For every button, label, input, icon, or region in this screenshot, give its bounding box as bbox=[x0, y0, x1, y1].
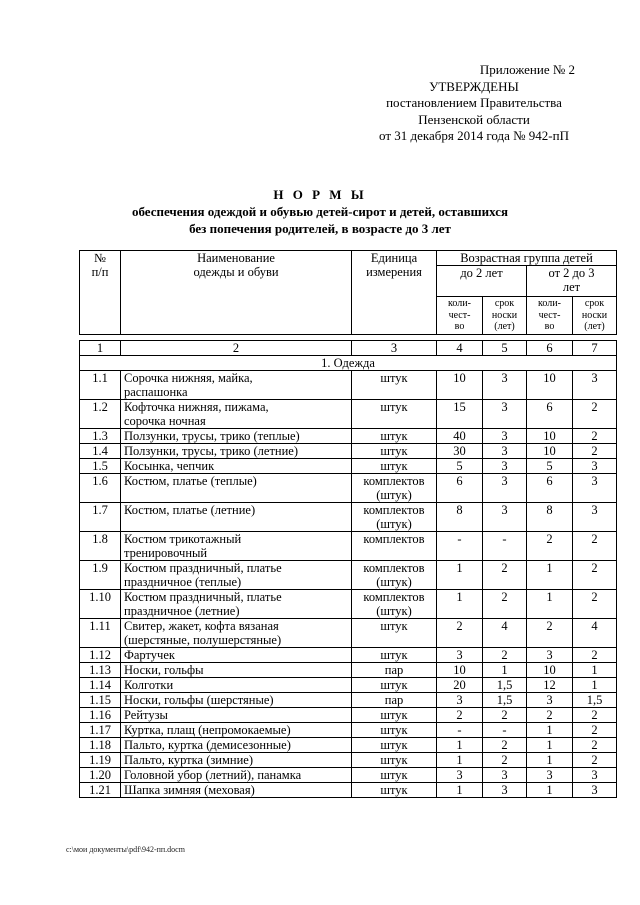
header-cell-qty-2: коли- чест- во bbox=[527, 297, 573, 335]
quantity-2-to-3: 8 bbox=[527, 502, 573, 531]
quantity-under-2: 40 bbox=[437, 428, 483, 443]
quantity-2-to-3: 6 bbox=[527, 399, 573, 428]
norms-table bbox=[79, 250, 617, 798]
quantity-2-to-3: 1 bbox=[527, 782, 573, 797]
quantity-under-2: - bbox=[437, 531, 483, 560]
column-number: 4 bbox=[437, 340, 483, 355]
row-number: 1.10 bbox=[80, 589, 121, 618]
section-row bbox=[80, 355, 617, 370]
item-name: Рейтузы bbox=[121, 707, 352, 722]
header-cell-name: Наименование одежды и обуви bbox=[121, 251, 352, 335]
table-row bbox=[80, 692, 617, 707]
wear-term-under-2: 3 bbox=[483, 458, 527, 473]
table-row bbox=[80, 473, 617, 502]
row-number: 1.5 bbox=[80, 458, 121, 473]
wear-term-under-2: 3 bbox=[483, 399, 527, 428]
quantity-2-to-3: 5 bbox=[527, 458, 573, 473]
wear-term-2-to-3: 1 bbox=[573, 677, 617, 692]
row-number: 1.6 bbox=[80, 473, 121, 502]
quantity-2-to-3: 10 bbox=[527, 370, 573, 399]
row-number: 1.20 bbox=[80, 767, 121, 782]
table-row bbox=[80, 707, 617, 722]
item-name: Шапка зимняя (меховая) bbox=[121, 782, 352, 797]
column-number: 2 bbox=[121, 340, 352, 355]
wear-term-2-to-3: 2 bbox=[573, 647, 617, 662]
document-title bbox=[0, 186, 640, 237]
item-name: Кофточка нижняя, пижама, сорочка ночная bbox=[121, 399, 352, 428]
approved-label: УТВЕРЖДЕНЫ bbox=[429, 78, 519, 94]
item-name: Сорочка нижняя, майка, распашонка bbox=[121, 370, 352, 399]
header-cell-number: № п/п bbox=[80, 251, 121, 335]
wear-term-2-to-3: 2 bbox=[573, 399, 617, 428]
unit-of-measure: комплектов bbox=[352, 531, 437, 560]
quantity-under-2: 10 bbox=[437, 370, 483, 399]
table-row bbox=[80, 767, 617, 782]
quantity-under-2: 6 bbox=[437, 473, 483, 502]
quantity-2-to-3: 1 bbox=[527, 722, 573, 737]
quantity-under-2: 2 bbox=[437, 618, 483, 647]
quantity-under-2: 10 bbox=[437, 662, 483, 677]
table-row bbox=[80, 647, 617, 662]
unit-of-measure: пар bbox=[352, 692, 437, 707]
wear-term-under-2: - bbox=[483, 531, 527, 560]
wear-term-2-to-3: 2 bbox=[573, 428, 617, 443]
row-number: 1.2 bbox=[80, 399, 121, 428]
quantity-under-2: 20 bbox=[437, 677, 483, 692]
item-name: Костюм, платье (теплые) bbox=[121, 473, 352, 502]
quantity-2-to-3: 2 bbox=[527, 707, 573, 722]
wear-term-2-to-3: 2 bbox=[573, 722, 617, 737]
title-line-3: без попечения родителей, в возрасте до 3 лет bbox=[189, 221, 451, 236]
table-row bbox=[80, 589, 617, 618]
table-row bbox=[80, 782, 617, 797]
wear-term-2-to-3: 2 bbox=[573, 560, 617, 589]
approved-by-line: постановлением Правительства bbox=[386, 95, 562, 110]
header-cell-unit: Единица измерения bbox=[352, 251, 437, 335]
table-row bbox=[80, 531, 617, 560]
quantity-under-2: 5 bbox=[437, 458, 483, 473]
wear-term-2-to-3: 2 bbox=[573, 443, 617, 458]
quantity-under-2: 2 bbox=[437, 707, 483, 722]
item-name: Костюм трикотажный тренировочный bbox=[121, 531, 352, 560]
unit-of-measure: штук bbox=[352, 647, 437, 662]
unit-of-measure: штук bbox=[352, 428, 437, 443]
wear-term-2-to-3: 3 bbox=[573, 767, 617, 782]
column-number: 3 bbox=[352, 340, 437, 355]
approval-block bbox=[355, 62, 593, 145]
quantity-under-2: 3 bbox=[437, 647, 483, 662]
unit-of-measure: штук bbox=[352, 767, 437, 782]
quantity-under-2: 3 bbox=[437, 692, 483, 707]
header-cell-age-group: Возрастная группа детей bbox=[437, 251, 617, 266]
wear-term-2-to-3: 2 bbox=[573, 589, 617, 618]
unit-of-measure: штук bbox=[352, 722, 437, 737]
row-number: 1.12 bbox=[80, 647, 121, 662]
row-number: 1.15 bbox=[80, 692, 121, 707]
section-title: 1. Одежда bbox=[80, 355, 617, 370]
unit-of-measure: штук bbox=[352, 752, 437, 767]
wear-term-under-2: 1 bbox=[483, 662, 527, 677]
wear-term-2-to-3: 3 bbox=[573, 458, 617, 473]
column-number-row bbox=[80, 340, 617, 355]
row-number: 1.14 bbox=[80, 677, 121, 692]
wear-term-under-2: 4 bbox=[483, 618, 527, 647]
unit-of-measure: штук bbox=[352, 618, 437, 647]
wear-term-2-to-3: 3 bbox=[573, 782, 617, 797]
unit-of-measure: штук bbox=[352, 737, 437, 752]
wear-term-2-to-3: 2 bbox=[573, 737, 617, 752]
unit-of-measure: штук bbox=[352, 458, 437, 473]
item-name: Костюм праздничный, платье праздничное (летние) bbox=[121, 589, 352, 618]
item-name: Куртка, плащ (непромокаемые) bbox=[121, 722, 352, 737]
wear-term-2-to-3: 3 bbox=[573, 473, 617, 502]
item-name: Пальто, куртка (зимние) bbox=[121, 752, 352, 767]
quantity-under-2: 8 bbox=[437, 502, 483, 531]
table-row bbox=[80, 737, 617, 752]
appendix-label: Приложение № 2 bbox=[479, 62, 575, 77]
column-number: 5 bbox=[483, 340, 527, 355]
item-name: Косынка, чепчик bbox=[121, 458, 352, 473]
row-number: 1.8 bbox=[80, 531, 121, 560]
table-row bbox=[80, 428, 617, 443]
wear-term-2-to-3: 1,5 bbox=[573, 692, 617, 707]
quantity-under-2: 30 bbox=[437, 443, 483, 458]
wear-term-under-2: - bbox=[483, 722, 527, 737]
unit-of-measure: комплектов (штук) bbox=[352, 473, 437, 502]
wear-term-under-2: 2 bbox=[483, 560, 527, 589]
table-row bbox=[80, 722, 617, 737]
title-line-2: обеспечения одеждой и обувью детей-сирот и детей, оставшихся bbox=[131, 204, 509, 219]
quantity-2-to-3: 1 bbox=[527, 589, 573, 618]
unit-of-measure: штук bbox=[352, 782, 437, 797]
unit-of-measure: штук bbox=[352, 677, 437, 692]
row-number: 1.7 bbox=[80, 502, 121, 531]
row-number: 1.11 bbox=[80, 618, 121, 647]
wear-term-2-to-3: 2 bbox=[573, 752, 617, 767]
wear-term-2-to-3: 2 bbox=[573, 531, 617, 560]
header-row-1 bbox=[80, 251, 617, 266]
quantity-under-2: 15 bbox=[437, 399, 483, 428]
wear-term-under-2: 2 bbox=[483, 589, 527, 618]
unit-of-measure: комплектов (штук) bbox=[352, 502, 437, 531]
unit-of-measure: комплектов (штук) bbox=[352, 560, 437, 589]
table-row bbox=[80, 458, 617, 473]
quantity-under-2: 1 bbox=[437, 737, 483, 752]
wear-term-under-2: 2 bbox=[483, 647, 527, 662]
row-number: 1.13 bbox=[80, 662, 121, 677]
quantity-2-to-3: 10 bbox=[527, 443, 573, 458]
item-name: Пальто, куртка (демисезонные) bbox=[121, 737, 352, 752]
quantity-under-2: - bbox=[437, 722, 483, 737]
item-name: Носки, гольфы (шерстяные) bbox=[121, 692, 352, 707]
item-name: Ползунки, трусы, трико (летние) bbox=[121, 443, 352, 458]
header-cell-age-under-2: до 2 лет bbox=[437, 266, 527, 297]
row-number: 1.19 bbox=[80, 752, 121, 767]
table-row bbox=[80, 677, 617, 692]
wear-term-under-2: 3 bbox=[483, 767, 527, 782]
quantity-under-2: 3 bbox=[437, 767, 483, 782]
table-row bbox=[80, 502, 617, 531]
unit-of-measure: штук bbox=[352, 399, 437, 428]
table-row bbox=[80, 370, 617, 399]
header-cell-age-2-to-3: от 2 до 3 лет bbox=[527, 266, 617, 297]
row-number: 1.18 bbox=[80, 737, 121, 752]
unit-of-measure: штук bbox=[352, 707, 437, 722]
row-number: 1.17 bbox=[80, 722, 121, 737]
wear-term-under-2: 3 bbox=[483, 428, 527, 443]
wear-term-under-2: 2 bbox=[483, 737, 527, 752]
quantity-2-to-3: 3 bbox=[527, 767, 573, 782]
quantity-2-to-3: 6 bbox=[527, 473, 573, 502]
wear-term-2-to-3: 3 bbox=[573, 502, 617, 531]
wear-term-2-to-3: 4 bbox=[573, 618, 617, 647]
wear-term-under-2: 3 bbox=[483, 502, 527, 531]
table-row bbox=[80, 399, 617, 428]
unit-of-measure: штук bbox=[352, 370, 437, 399]
quantity-2-to-3: 2 bbox=[527, 618, 573, 647]
quantity-2-to-3: 12 bbox=[527, 677, 573, 692]
wear-term-under-2: 2 bbox=[483, 752, 527, 767]
table-row bbox=[80, 752, 617, 767]
unit-of-measure: штук bbox=[352, 443, 437, 458]
region-line: Пензенской области bbox=[418, 111, 530, 127]
table-row bbox=[80, 443, 617, 458]
row-number: 1.16 bbox=[80, 707, 121, 722]
wear-term-under-2: 3 bbox=[483, 443, 527, 458]
row-number: 1.21 bbox=[80, 782, 121, 797]
wear-term-2-to-3: 3 bbox=[573, 370, 617, 399]
quantity-under-2: 1 bbox=[437, 752, 483, 767]
wear-term-under-2: 2 bbox=[483, 707, 527, 722]
column-number: 1 bbox=[80, 340, 121, 355]
item-name: Костюм, платье (летние) bbox=[121, 502, 352, 531]
quantity-2-to-3: 3 bbox=[527, 692, 573, 707]
wear-term-under-2: 1,5 bbox=[483, 692, 527, 707]
header-cell-qty-1: коли- чест- во bbox=[437, 297, 483, 335]
wear-term-2-to-3: 1 bbox=[573, 662, 617, 677]
decree-date-line: от 31 декабря 2014 года № 942-пП bbox=[379, 128, 569, 143]
item-name: Ползунки, трусы, трико (теплые) bbox=[121, 428, 352, 443]
row-number: 1.4 bbox=[80, 443, 121, 458]
table-row bbox=[80, 560, 617, 589]
wear-term-under-2: 1,5 bbox=[483, 677, 527, 692]
quantity-2-to-3: 10 bbox=[527, 662, 573, 677]
quantity-2-to-3: 1 bbox=[527, 737, 573, 752]
table-row bbox=[80, 618, 617, 647]
quantity-under-2: 1 bbox=[437, 560, 483, 589]
item-name: Колготки bbox=[121, 677, 352, 692]
table-row bbox=[80, 662, 617, 677]
item-name: Свитер, жакет, кофта вязаная (шерстяные, полушерстяные) bbox=[121, 618, 352, 647]
quantity-2-to-3: 1 bbox=[527, 752, 573, 767]
row-number: 1.9 bbox=[80, 560, 121, 589]
column-number: 6 bbox=[527, 340, 573, 355]
quantity-under-2: 1 bbox=[437, 589, 483, 618]
header-cell-term-2: срок носки (лет) bbox=[573, 297, 617, 335]
wear-term-under-2: 3 bbox=[483, 370, 527, 399]
item-name: Носки, гольфы bbox=[121, 662, 352, 677]
wear-term-under-2: 3 bbox=[483, 473, 527, 502]
row-number: 1.1 bbox=[80, 370, 121, 399]
item-name: Головной убор (летний), панамка bbox=[121, 767, 352, 782]
wear-term-under-2: 3 bbox=[483, 782, 527, 797]
quantity-under-2: 1 bbox=[437, 782, 483, 797]
item-name: Костюм праздничный, платье праздничное (теплые) bbox=[121, 560, 352, 589]
quantity-2-to-3: 10 bbox=[527, 428, 573, 443]
header-cell-term-1: срок носки (лет) bbox=[483, 297, 527, 335]
quantity-2-to-3: 3 bbox=[527, 647, 573, 662]
unit-of-measure: комплектов (штук) bbox=[352, 589, 437, 618]
file-path-footer: c:\мои документы\pdf\942-пп.docm bbox=[66, 845, 185, 854]
wear-term-2-to-3: 2 bbox=[573, 707, 617, 722]
unit-of-measure: пар bbox=[352, 662, 437, 677]
quantity-2-to-3: 2 bbox=[527, 531, 573, 560]
quantity-2-to-3: 1 bbox=[527, 560, 573, 589]
item-name: Фартучек bbox=[121, 647, 352, 662]
title-norms: Н О Р М Ы bbox=[273, 187, 367, 202]
row-number: 1.3 bbox=[80, 428, 121, 443]
column-number: 7 bbox=[573, 340, 617, 355]
